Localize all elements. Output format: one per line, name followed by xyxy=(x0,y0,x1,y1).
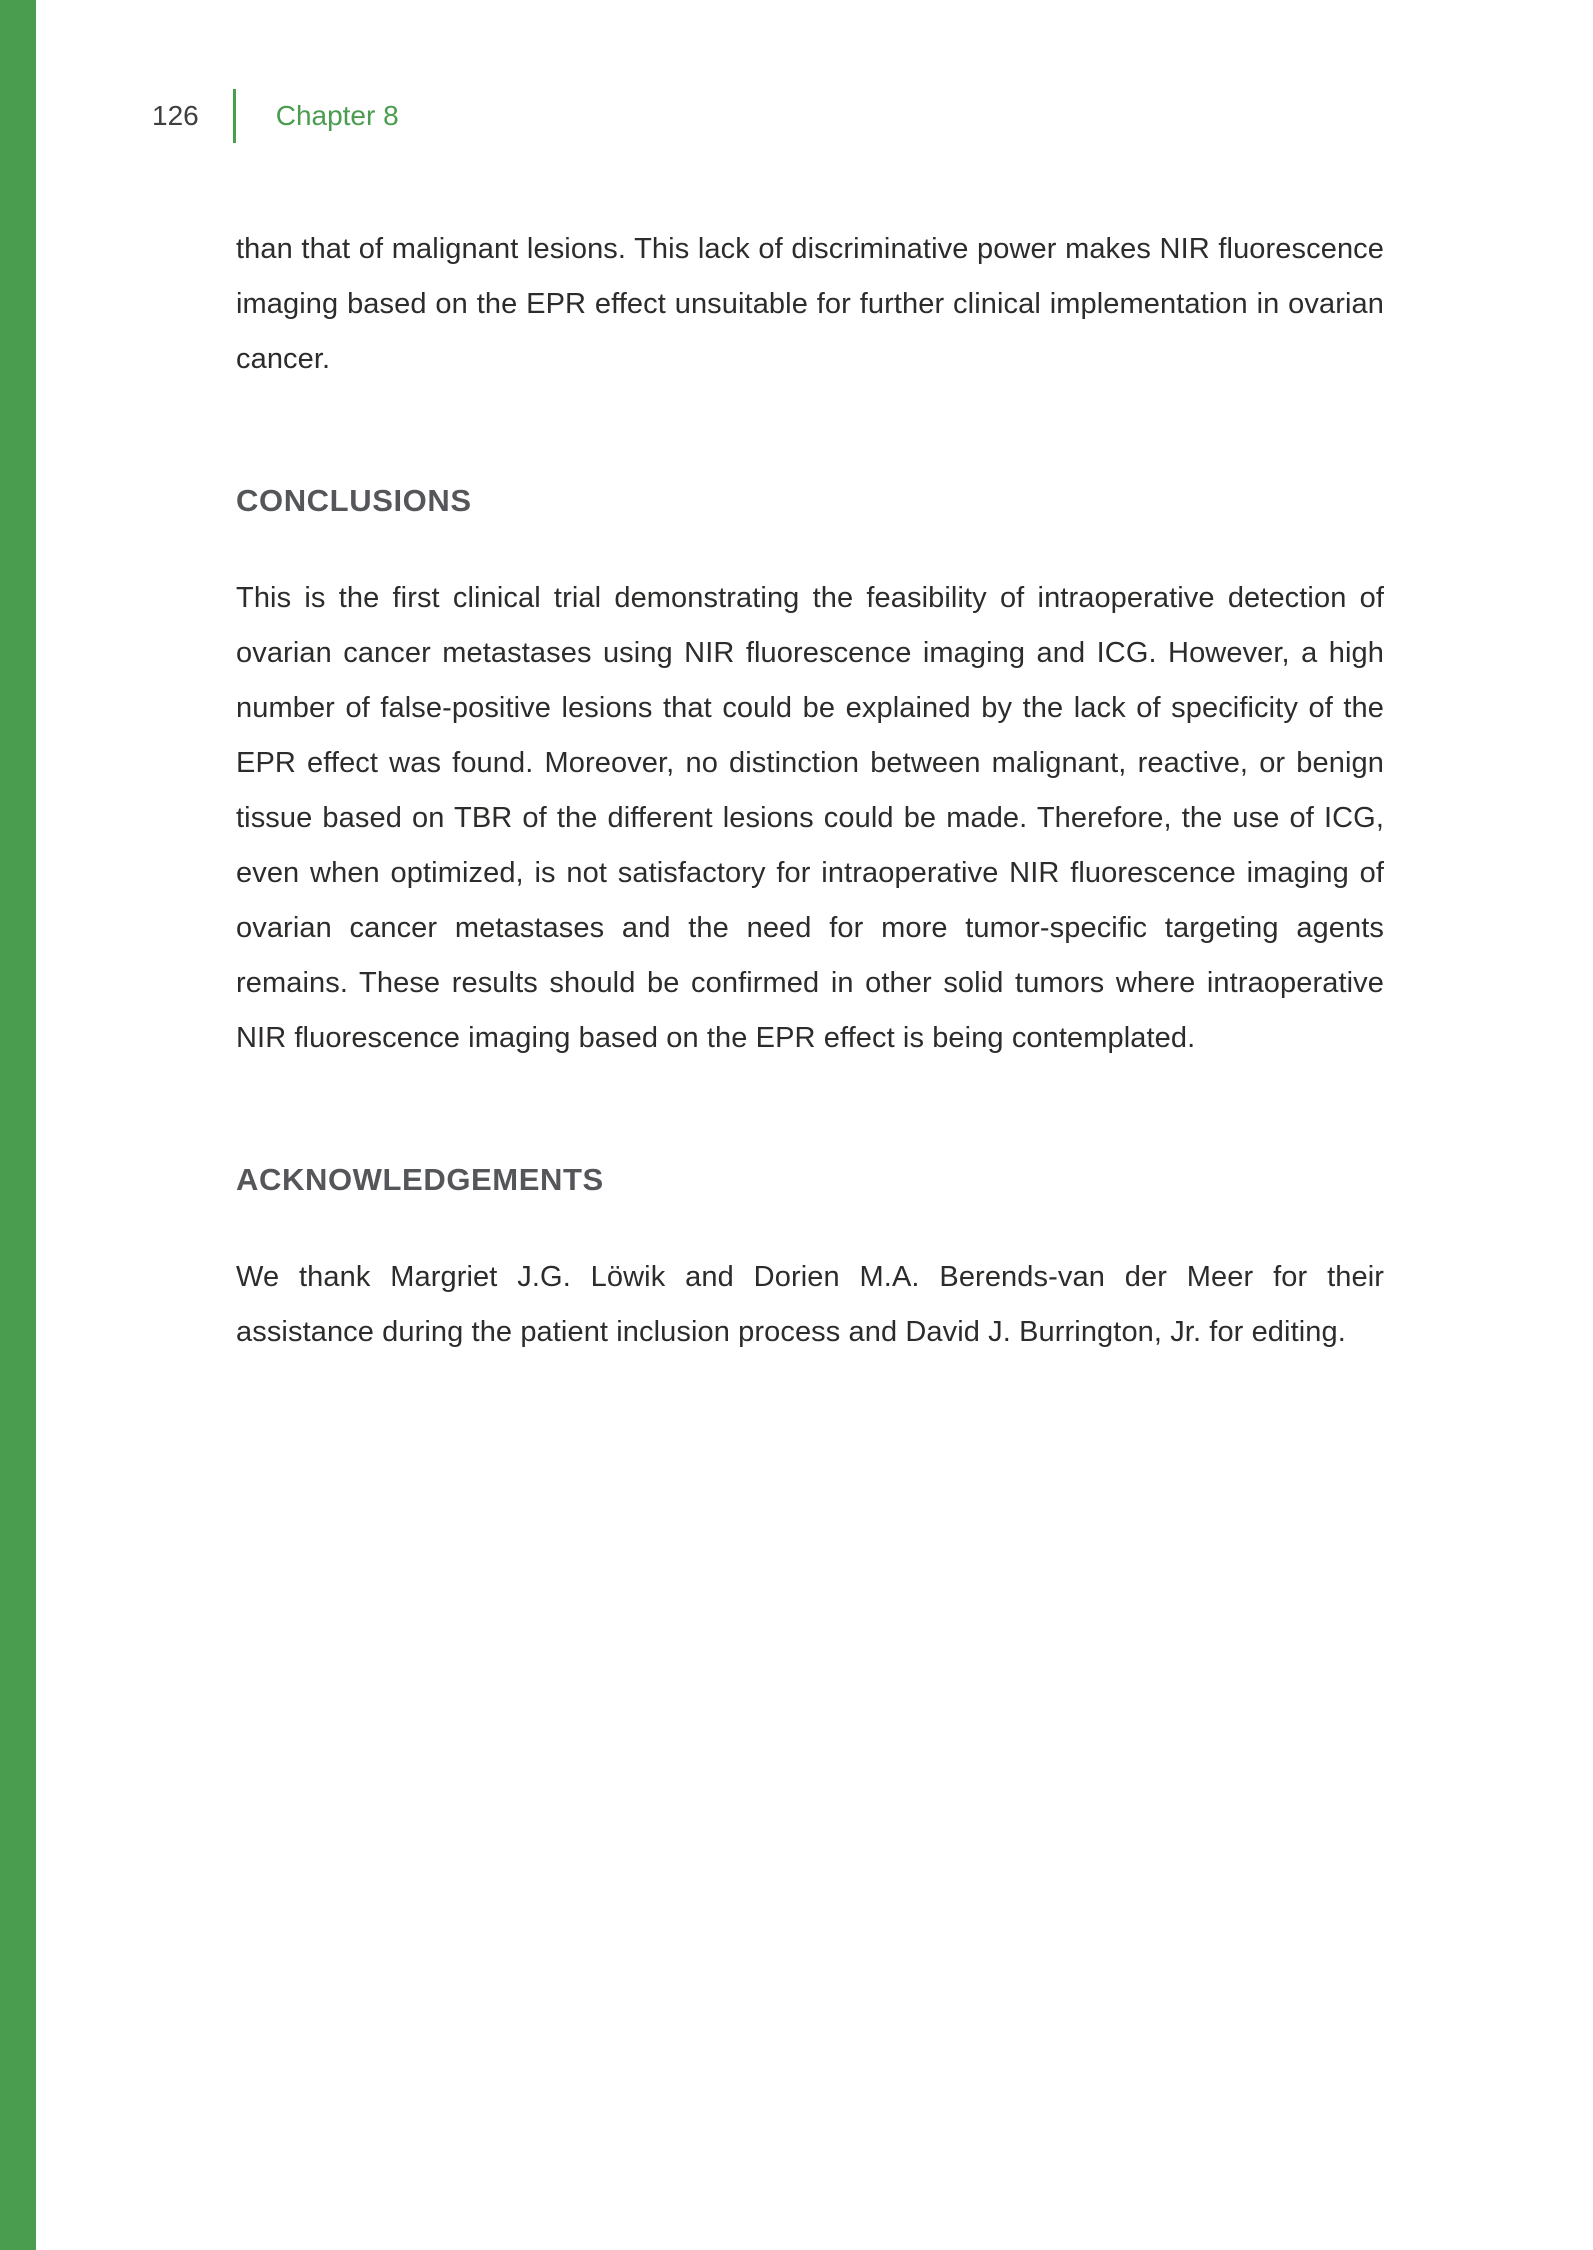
section-heading-conclusions: CONCLUSIONS xyxy=(236,483,472,518)
page-edge-stripe xyxy=(0,0,36,2250)
header-divider xyxy=(233,89,236,143)
page-number: 126 xyxy=(152,100,199,131)
chapter-label: Chapter 8 xyxy=(275,100,399,131)
intro-paragraph: than that of malignant lesions. This lack of discriminative power makes NIR fluorescence imaging based on the EPR effect unsuitable for further clinical implementation in ovarian cancer. xyxy=(236,233,1384,375)
acknowledgements-paragraph: We thank Margriet J.G. Löwik and Dorien M.A. Berends-van der Meer for their assistance during the patient inclusion process and David J. Burrington, Jr. for editing. xyxy=(236,1261,1384,1348)
conclusions-paragraph: This is the first clinical trial demonstrating the feasibility of intraoperative detection of ovarian cancer metastases using NIR fluorescence imaging and ICG. However, a high number of false-positive lesions that could be explained by the lack of specificity of the EPR effect was found. Moreover, no distinction between malignant, reactive, or benign tissue based on TBR of the different lesions could be made. Therefore, the use of ICG, even when optimized, is not satisfactory for intraoperative NIR fluorescence imaging of ovarian cancer metastases and the need for more tumor-specific targeting agents remains. These results should be confirmed in other solid tumors where intraoperative NIR fluorescence imaging based on the EPR effect is being contemplated. xyxy=(236,582,1384,1054)
page-header xyxy=(152,88,399,144)
page-body xyxy=(236,222,1384,1360)
section-heading-acknowledgements: ACKNOWLEDGEMENTS xyxy=(236,1162,604,1197)
